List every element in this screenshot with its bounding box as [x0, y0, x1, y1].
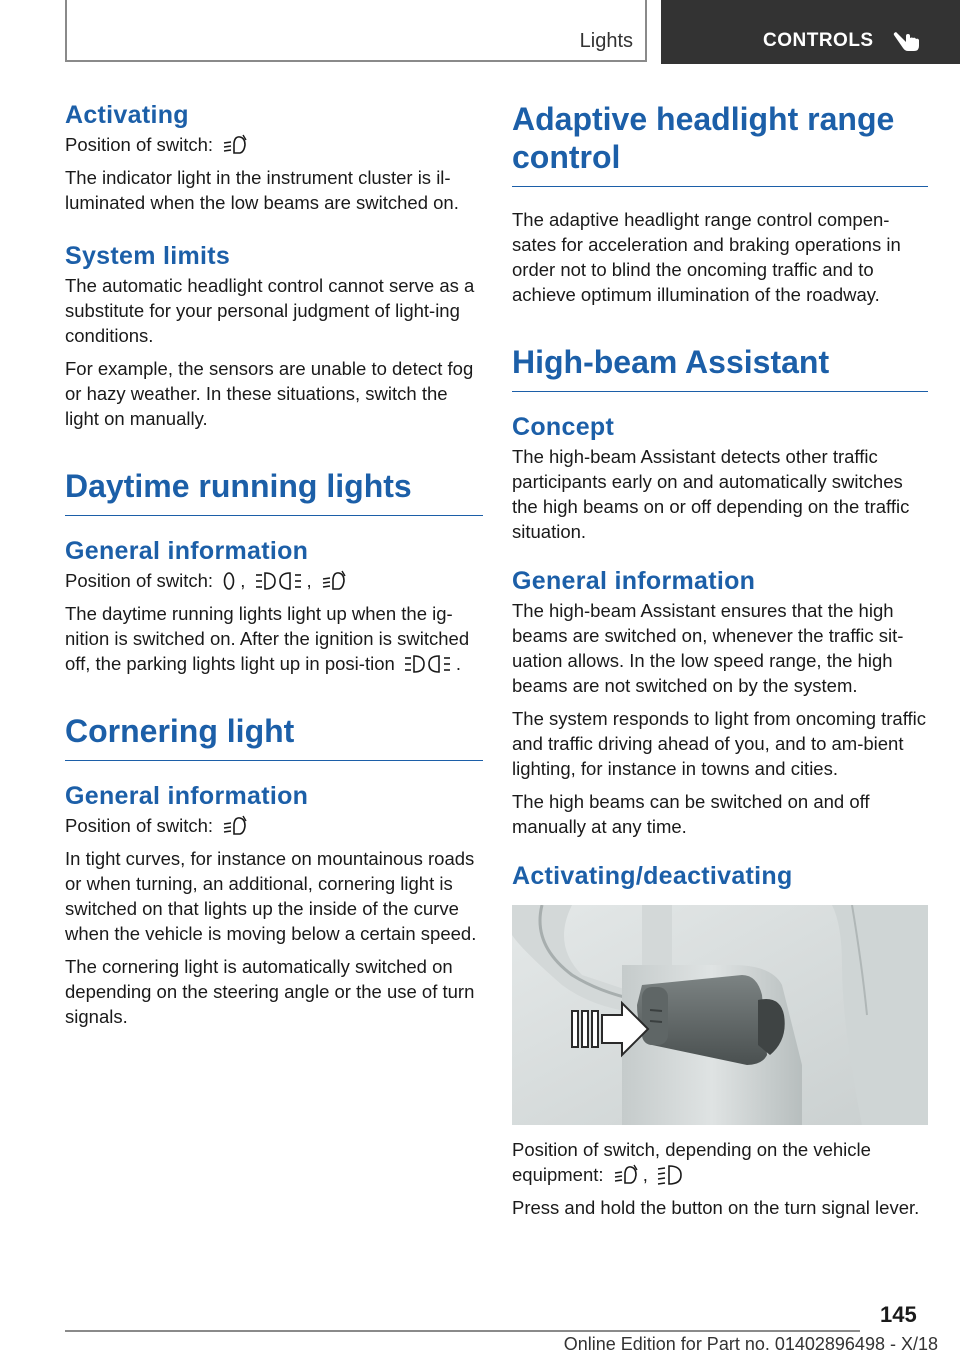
header-section-box: [65, 0, 647, 62]
drl-general-information-heading: General information: [65, 537, 309, 565]
hba-info-text-1: The high-beam Assistant ensures that the high beams are switched on, whenever the traffic sit‐uation allows. In the low speed range, the high beams are not switched on by the system.: [512, 600, 904, 696]
system-limits-heading: System limits: [65, 242, 231, 270]
drl-text: The daytime running lights light up when the ig‐nition is switched on. After the ignition is switched off, the parking lights light up in posi‐tion .: [65, 603, 470, 674]
footer-divider: [65, 1330, 860, 1332]
adaptive-headlight-heading: Adaptive headlight range control: [512, 100, 928, 187]
parking-light-icon: [404, 653, 452, 675]
actdeact-text: Press and hold the button on the turn signal lever.: [512, 1197, 920, 1218]
chapter-title: CONTROLS: [763, 30, 874, 51]
header-chapter-box: [661, 0, 960, 64]
cornering-position: Position of switch:: [65, 813, 483, 838]
cornering-text-2: The cornering light is automatically switched on depending on the steering angle or the use of turn signals.: [65, 956, 475, 1027]
auto-headlight-icon: [222, 815, 248, 837]
light-off-icon: [222, 570, 236, 592]
limits-text-2: For example, the sensors are unable to detect fog or hazy weather. In these situations, switch the light on manually.: [65, 358, 474, 429]
activating-text: The indicator light in the instrument cluster is il‐luminated when the low beams are switched on.: [65, 167, 459, 213]
right-column: [512, 100, 928, 1228]
drl-position: Position of switch: , ,: [65, 568, 483, 593]
left-column: [65, 100, 483, 1037]
hba-info-text-2: The system responds to light from oncoming traffic and traffic driving ahead of you, and to am‐bient lighting, for instance in towns and cities.: [512, 708, 927, 779]
pointing-hand-icon: [893, 26, 921, 52]
activating-heading: Activating: [65, 101, 189, 129]
turn-signal-lever-image: [512, 905, 928, 1125]
parking-light-icon: [255, 570, 303, 592]
adaptive-text: The adaptive headlight range control compen‐sates for acceleration and braking operations in order not to blind the oncoming traffic and to achieve optimum illumination of the roadway.: [512, 209, 901, 305]
concept-text: The high-beam Assistant detects other traffic participants early on and automatically switches the high beams on or off depending on the traffic situation.: [512, 446, 910, 542]
hba-general-information-heading: General information: [512, 567, 756, 595]
edition-note: Online Edition for Part no. 01402896498 - X/18: [563, 1334, 938, 1354]
hba-info-text-3: The high beams can be switched on and off manually at any time.: [512, 791, 870, 837]
auto-headlight-icon: [613, 1164, 639, 1186]
activating-position: Position of switch:: [65, 132, 483, 157]
low-beam-icon: [657, 1164, 683, 1186]
auto-headlight-icon: [222, 134, 248, 156]
high-beam-assistant-heading: High-beam Assistant: [512, 343, 928, 392]
page-number: 145: [880, 1302, 917, 1327]
cornering-general-information-heading: General information: [65, 782, 309, 810]
auto-headlight-icon: [321, 570, 347, 592]
limits-text-1: The automatic headlight control cannot serve as a substitute for your personal judgment of light‐ing conditions.: [65, 275, 475, 346]
cornering-light-heading: Cornering light: [65, 712, 483, 761]
concept-heading: Concept: [512, 413, 615, 441]
section-title: Lights: [579, 30, 633, 52]
cornering-text-1: In tight curves, for instance on mountainous roads or when turning, an additional, cornering light is switched on that lights up the inside of the curve when the vehicle is moving below a certain speed.: [65, 848, 477, 944]
activating-deactivating-heading: Activating/deactivating: [512, 862, 793, 890]
actdeact-position: Position of switch, depending on the vehicle equipment: ,: [512, 1139, 871, 1185]
daytime-running-lights-heading: Daytime running lights: [65, 467, 483, 516]
